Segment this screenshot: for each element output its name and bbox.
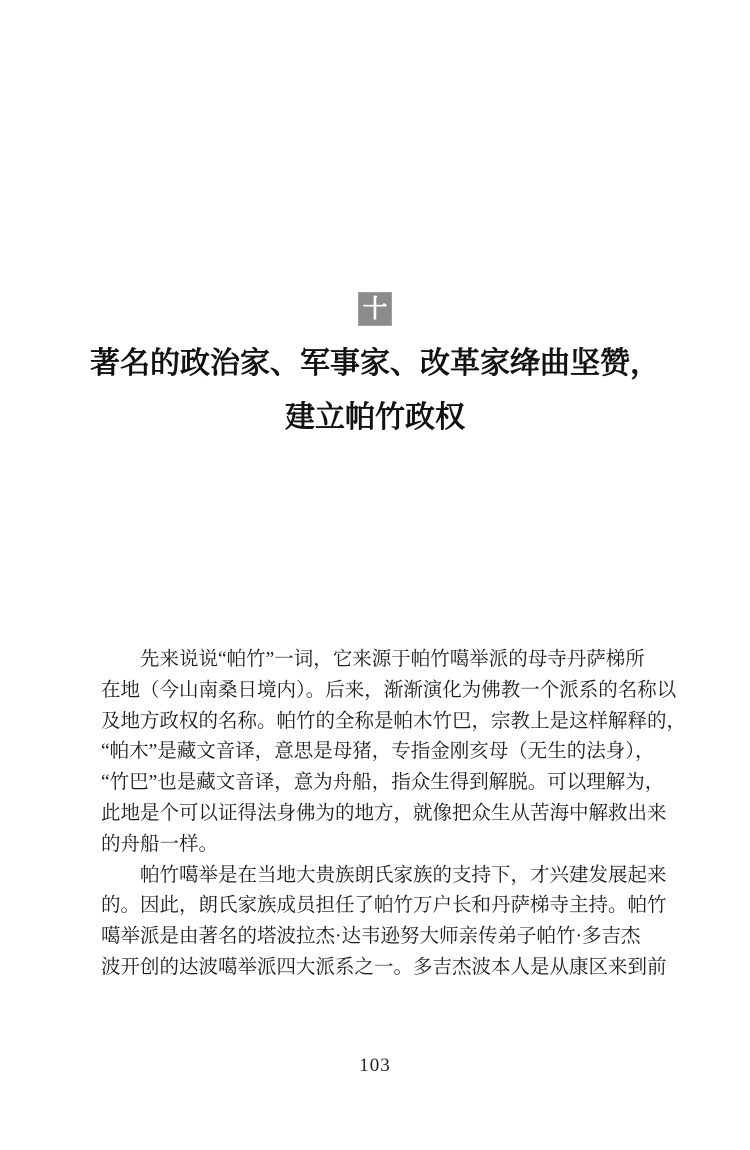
chapter-number-badge: [358, 292, 392, 326]
chapter-title-line-2: 建立帕竹政权: [285, 401, 465, 434]
text-line: 波开创的达波噶举派四大派系之一。多吉杰波本人是从康区来到前: [101, 956, 667, 978]
text-line: “竹巴”也是藏文音译，意为舟船，指众生得到解脱。可以理解为，: [101, 772, 665, 794]
paragraph-1: [101, 645, 687, 861]
chapter-title-line-1: 著名的政治家、军事家、改革家绛曲坚赞，: [90, 347, 660, 380]
chapter-title: [0, 337, 750, 445]
text-line: 帕竹噶举是在当地大贵族朗氏家族的支持下，才兴建发展起来: [140, 864, 667, 886]
text-line: 的舟船一样。: [101, 833, 219, 855]
chapter-number: 十: [362, 295, 388, 323]
text-line: 及地方政权的名称。帕竹的全称是帕木竹巴，宗教上是这样解释的，: [101, 710, 687, 732]
paragraph-2: [101, 861, 667, 984]
page-number: 103: [359, 1055, 391, 1076]
text-line: 噶举派是由著名的塔波拉杰·达韦逊努大师亲传弟子帕竹·多吉杰: [101, 926, 641, 948]
body-text: [101, 645, 687, 984]
text-line: 在地（今山南桑日境内）。后来，渐渐演化为佛教一个派系的名称以: [101, 679, 677, 701]
text-line: “帕木”是藏文音译，意思是母猪，专指金刚亥母（无生的法身），: [101, 741, 655, 763]
text-line: 此地是个可以证得法身佛为的地方，就像把众生从苦海中解救出来: [101, 802, 667, 824]
text-line: 的。因此，朗氏家族成员担任了帕竹万户长和丹萨梯寺主持。帕竹: [101, 895, 667, 917]
text-line: 先来说说“帕竹”一词，它来源于帕竹噶举派的母寺丹萨梯所: [140, 649, 645, 670]
